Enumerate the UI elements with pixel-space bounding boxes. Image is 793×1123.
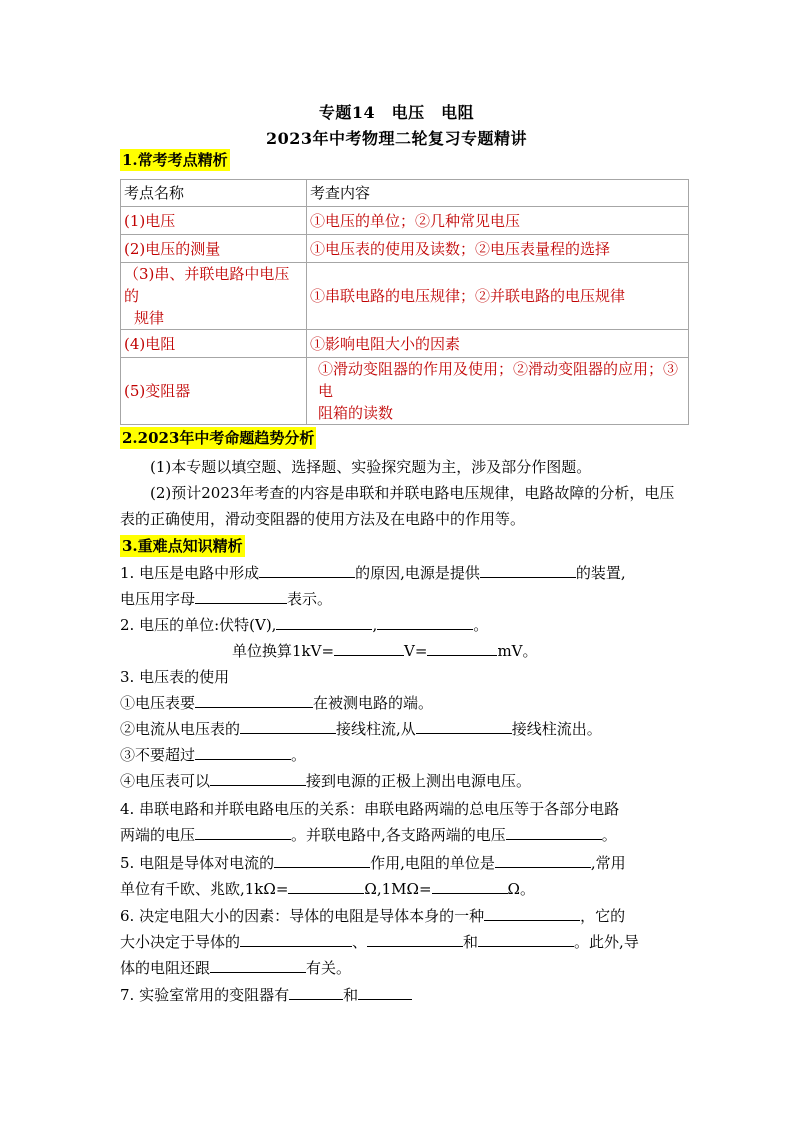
question-6 bbox=[120, 903, 680, 981]
topic-content: ①电压的单位；②几种常见电压 bbox=[307, 207, 689, 235]
q5-text: 单位有千欧、兆欧,1kΩ= bbox=[120, 880, 289, 898]
table-header-row bbox=[121, 180, 689, 207]
q3-text: ①电压表要 bbox=[120, 694, 196, 712]
q4-text: 。 bbox=[601, 826, 617, 844]
answer-blank[interactable] bbox=[210, 955, 306, 973]
q6-text: 有关。 bbox=[306, 959, 352, 977]
q3-text: 接线柱流,从 bbox=[336, 720, 416, 738]
table-row bbox=[121, 330, 689, 358]
q5-text: Ω,1MΩ= bbox=[364, 880, 432, 898]
answer-blank[interactable] bbox=[480, 560, 576, 578]
q3-title: 3. 电压表的使用 bbox=[120, 668, 230, 686]
q3-line-2 bbox=[120, 716, 680, 742]
q4-text: 4. 串联电路和并联电路电压的关系：串联电路两端的总电压等于各部分电路 bbox=[120, 800, 620, 818]
q4-text: 两端的电压 bbox=[120, 826, 196, 844]
q6-text: 6. 决定电阻大小的因素：导体的电阻是导体本身的一种 bbox=[120, 907, 485, 925]
topic-content: ①影响电阻大小的因素 bbox=[307, 330, 689, 358]
q6-line-2 bbox=[120, 929, 680, 955]
q3-text: 在被测电路的端。 bbox=[313, 694, 434, 712]
topic-content: ①电压表的使用及读数；②电压表量程的选择 bbox=[307, 235, 689, 263]
question-4 bbox=[120, 796, 680, 848]
answer-blank[interactable] bbox=[274, 850, 370, 868]
answer-blank[interactable] bbox=[195, 742, 291, 760]
q7-text: 7. 实验室常用的变阻器有 bbox=[120, 986, 290, 1004]
q6-line-1 bbox=[120, 903, 680, 929]
answer-blank[interactable] bbox=[432, 876, 508, 894]
q1-text: 电压用字母 bbox=[120, 590, 196, 608]
q5-text: ,常用 bbox=[590, 854, 626, 872]
topic-name: (4)电阻 bbox=[121, 330, 307, 358]
q6-text: 和 bbox=[463, 933, 479, 951]
section-heading-3: 3.重难点知识精析 bbox=[122, 537, 243, 555]
q3-line-1 bbox=[120, 690, 680, 716]
answer-blank[interactable] bbox=[240, 929, 352, 947]
section-heading-2: 2.2023年中考命题趋势分析 bbox=[122, 429, 315, 447]
answer-blank[interactable] bbox=[367, 929, 463, 947]
answer-blank[interactable] bbox=[289, 982, 343, 1000]
answer-blank[interactable] bbox=[195, 822, 291, 840]
q7-text: 和 bbox=[343, 986, 359, 1004]
q5-line-1 bbox=[120, 850, 680, 876]
q4-text: 。并联电路中,各支路两端的电压 bbox=[291, 826, 506, 844]
topics-table bbox=[120, 179, 689, 425]
q3-text: ④电压表可以 bbox=[120, 772, 211, 790]
q6-text: 体的电阻还跟 bbox=[120, 959, 211, 977]
topic-content-line1: ①滑动变阻器的作用及使用；②滑动变阻器的应用；③电 bbox=[318, 360, 679, 400]
q5-text: 作用,电阻的单位是 bbox=[370, 854, 495, 872]
question-2 bbox=[120, 612, 680, 664]
topic-content-line2: 阻箱的读数 bbox=[318, 404, 394, 422]
answer-blank[interactable] bbox=[276, 612, 372, 630]
answer-blank[interactable] bbox=[358, 982, 412, 1000]
answer-blank[interactable] bbox=[195, 690, 313, 708]
q6-text: 大小决定于导体的 bbox=[120, 933, 241, 951]
topic-content bbox=[307, 358, 689, 425]
answer-blank[interactable] bbox=[377, 612, 473, 630]
q5-text: 5. 电阻是导体对电流的 bbox=[120, 854, 275, 872]
q6-text: ，它的 bbox=[580, 907, 626, 925]
answer-blank[interactable] bbox=[484, 903, 580, 921]
answer-blank[interactable] bbox=[334, 638, 404, 656]
q2-text: 单位换算1kV= bbox=[232, 642, 335, 660]
q2-text: mV。 bbox=[497, 642, 538, 660]
table-row bbox=[121, 358, 689, 425]
question-7 bbox=[120, 982, 680, 1008]
q6-line-3 bbox=[120, 955, 680, 981]
q2-text: , bbox=[372, 616, 378, 634]
q1-text: 1. 电压是电路中形成 bbox=[120, 564, 260, 582]
table-row bbox=[121, 263, 689, 330]
q6-text: 、 bbox=[352, 933, 368, 951]
answer-blank[interactable] bbox=[240, 716, 336, 734]
q3-text: ②电流从电压表的 bbox=[120, 720, 241, 738]
topic-name bbox=[121, 263, 307, 330]
trend-paragraph-1: (1)本专题以填空题、选择题、实验探究题为主，涉及部分作图题。 bbox=[150, 458, 592, 476]
answer-blank[interactable] bbox=[416, 716, 512, 734]
question-1 bbox=[120, 560, 680, 612]
topic-name: (1)电压 bbox=[121, 207, 307, 235]
q3-text: 。 bbox=[291, 746, 307, 764]
q3-line-3 bbox=[120, 742, 680, 768]
question-5 bbox=[120, 850, 680, 902]
table-row bbox=[121, 207, 689, 235]
topic-name-line2: 规律 bbox=[134, 309, 165, 327]
answer-blank[interactable] bbox=[195, 586, 287, 604]
answer-blank[interactable] bbox=[495, 850, 591, 868]
q4-line-2 bbox=[120, 822, 680, 848]
answer-blank[interactable] bbox=[288, 876, 364, 894]
section-heading-1: 1.常考考点精析 bbox=[122, 151, 228, 169]
q5-text: Ω。 bbox=[507, 880, 535, 898]
topic-name-line1: （3)串、并联电路中电压的 bbox=[124, 265, 290, 305]
q1-text: 表示。 bbox=[287, 590, 333, 608]
table-row bbox=[121, 235, 689, 263]
page-title: 专题14 电压 电阻 bbox=[318, 103, 475, 122]
topic-name: (5)变阻器 bbox=[121, 358, 307, 425]
q1-text: 的装置, bbox=[575, 564, 626, 582]
table-header-content: 考查内容 bbox=[307, 180, 689, 207]
page-subtitle: 2023年中考物理二轮复习专题精讲 bbox=[265, 129, 528, 148]
q2-text: 2. 电压的单位:伏特(V), bbox=[120, 616, 277, 634]
q3-text: ③不要超过 bbox=[120, 746, 196, 764]
q1-text: 的原因,电源是提供 bbox=[355, 564, 480, 582]
answer-blank[interactable] bbox=[506, 822, 602, 840]
table-header-name: 考点名称 bbox=[121, 180, 307, 207]
answer-blank[interactable] bbox=[259, 560, 355, 578]
q6-text: 。此外,导 bbox=[574, 933, 639, 951]
q2-text: 。 bbox=[473, 616, 489, 634]
q3-line-4 bbox=[120, 768, 680, 794]
question-3 bbox=[120, 664, 680, 794]
q2-text: V= bbox=[404, 642, 428, 660]
q3-text: 接线柱流出。 bbox=[511, 720, 602, 738]
trend-paragraph-2: (2)预计2023年考查的内容是串联和并联电路电压规律，电路故障的分析，电压表的正确使用，滑动变阻器的使用方法及在电路中的作用等。 bbox=[120, 484, 675, 528]
topic-name: (2)电压的测量 bbox=[121, 235, 307, 263]
q5-line-2 bbox=[120, 876, 680, 902]
q3-text: 接到电源的正极上测出电源电压。 bbox=[306, 772, 532, 790]
answer-blank[interactable] bbox=[427, 638, 497, 656]
answer-blank[interactable] bbox=[210, 768, 306, 786]
topic-content: ①串联电路的电压规律；②并联电路的电压规律 bbox=[307, 263, 689, 330]
answer-blank[interactable] bbox=[478, 929, 574, 947]
